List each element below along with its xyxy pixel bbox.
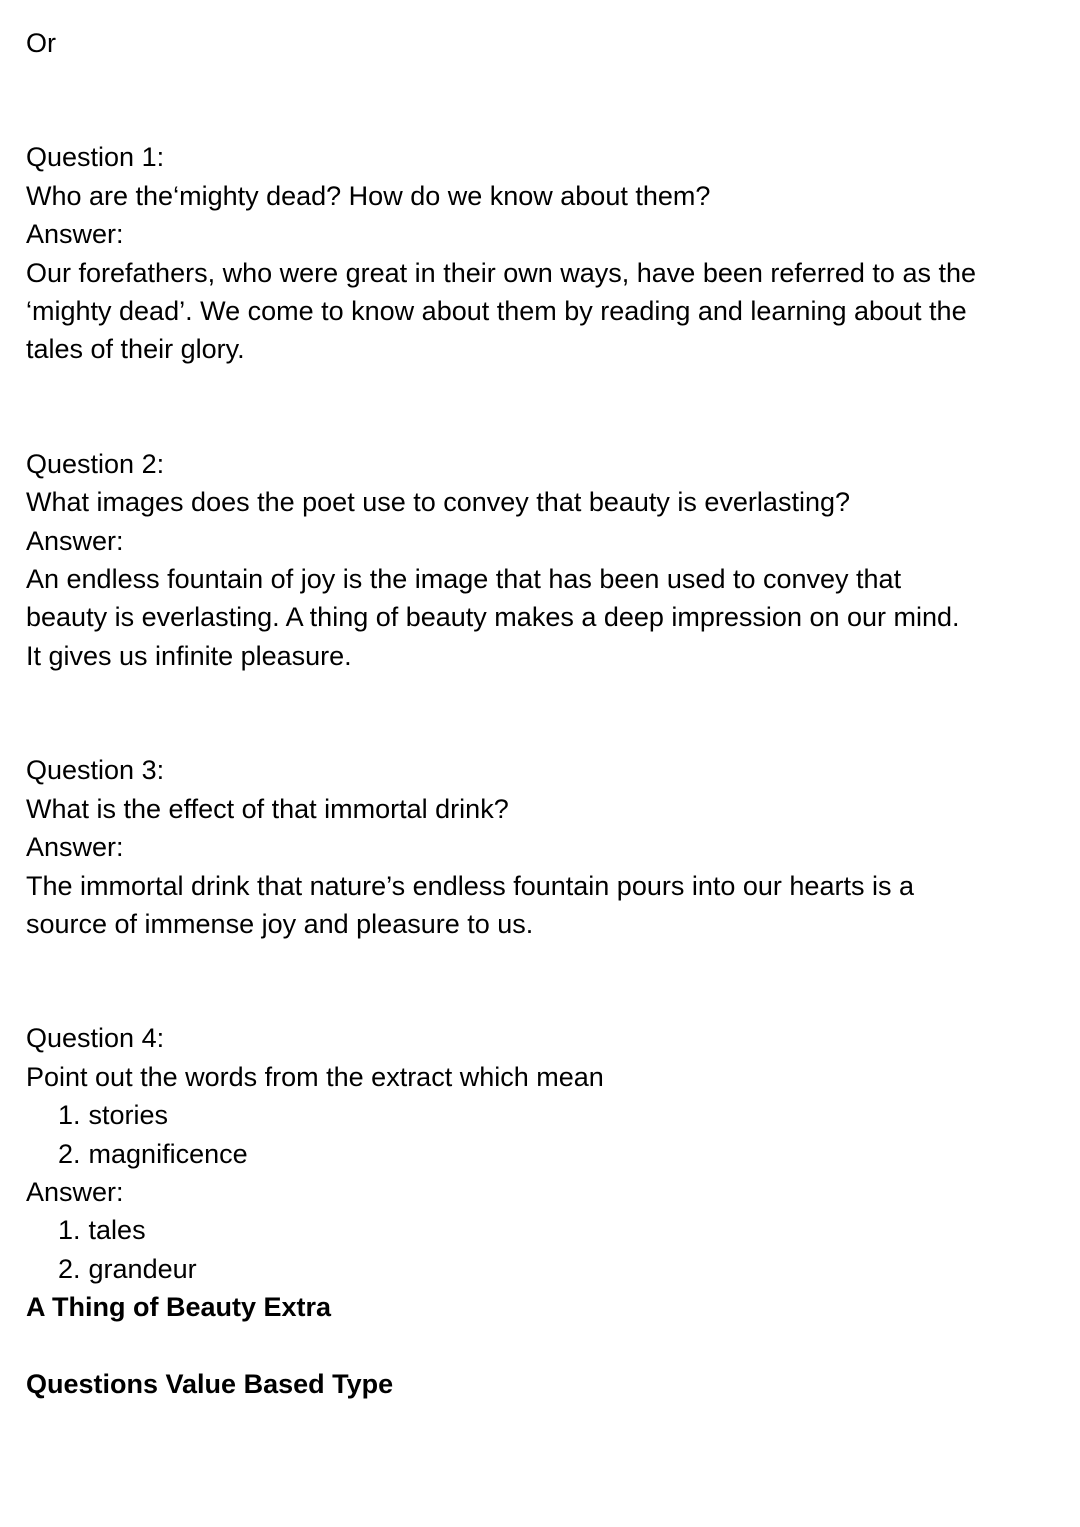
list-item (26, 1211, 1066, 1249)
spacer (26, 1327, 1066, 1365)
answer-line: Our forefathers, who were great in their own ways, have been referred to as the (26, 257, 976, 288)
answer-line: The immortal drink that nature’s endless fountain pours into our hearts is a (26, 870, 914, 901)
list-item (26, 1096, 1066, 1134)
spacer (26, 62, 1066, 138)
answer-line: source of immense joy and pleasure to us. (26, 908, 534, 939)
section-subheading: Questions Value Based Type (26, 1368, 394, 1399)
document-page (26, 24, 1066, 1403)
list-text: stories (88, 1100, 169, 1131)
spacer (26, 675, 1066, 751)
spacer (26, 943, 1066, 1019)
question-block-3 (26, 751, 1066, 943)
question-block-2 (26, 445, 1066, 675)
list-text: tales (88, 1215, 146, 1246)
question-label: Question 2: (26, 448, 165, 479)
question-text: Who are the‘mighty dead? How do we know about them? (26, 180, 711, 211)
question-block-1 (26, 138, 1066, 368)
question-text: Point out the words from the extract which mean (26, 1061, 604, 1092)
answer-line: ‘mighty dead’. We come to know about them by reading and learning about the (26, 296, 967, 327)
answer-label: Answer: (26, 525, 124, 556)
list-number: 1. (58, 1100, 81, 1131)
question-label: Question 4: (26, 1023, 165, 1054)
answer-line: An endless fountain of joy is the image that has been used to convey that (26, 564, 902, 595)
answer-label: Answer: (26, 219, 124, 250)
intro-text: Or (26, 28, 56, 58)
answer-word-list (26, 1211, 1066, 1288)
question-text: What is the effect of that immortal drink? (26, 793, 509, 824)
answer-label: Answer: (26, 1176, 124, 1207)
list-item (26, 1250, 1066, 1288)
question-block-4 (26, 1019, 1066, 1288)
list-item (26, 1135, 1066, 1173)
answer-line: beauty is everlasting. A thing of beauty makes a deep impression on our mind. (26, 602, 960, 633)
answer-line: It gives us infinite pleasure. (26, 640, 352, 671)
list-text: magnificence (88, 1138, 248, 1169)
list-text: grandeur (88, 1253, 197, 1284)
list-number: 2. (58, 1138, 81, 1169)
question-word-list (26, 1096, 1066, 1173)
spacer (26, 369, 1066, 445)
question-label: Question 1: (26, 142, 165, 173)
section-heading: A Thing of Beauty Extra (26, 1292, 332, 1323)
list-number: 1. (58, 1215, 81, 1246)
answer-label: Answer: (26, 832, 124, 863)
answer-line: tales of their glory. (26, 334, 245, 365)
list-number: 2. (58, 1253, 81, 1284)
question-text: What images does the poet use to convey that beauty is everlasting? (26, 487, 850, 518)
question-label: Question 3: (26, 755, 165, 786)
